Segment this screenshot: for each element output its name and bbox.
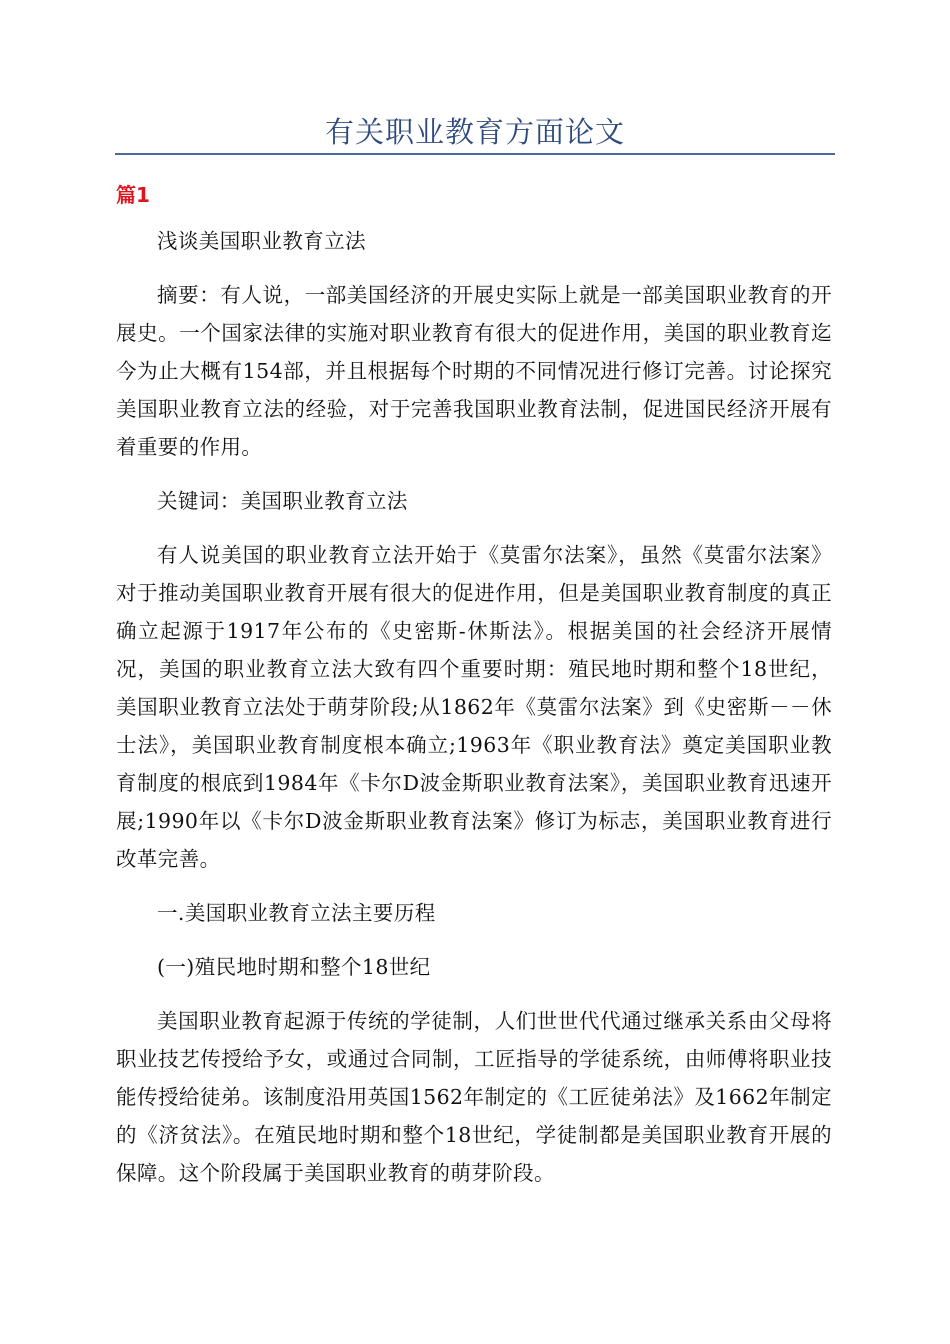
document-body	[116, 222, 832, 1192]
intro-paragraph: 有人说美国的职业教育立法开始于《莫雷尔法案》，虽然《莫雷尔法案》对于推动美国职业教育开展有很大的促进作用，但是美国职业教育制度的真正确立起源于1917年公布的《史密斯-休斯法》。根据美国的社会经济开展情况，美国的职业教育立法大致有四个重要时期：殖民地时期和整个18世纪，美国职业教育立法处于萌芽阶段;从1862年《莫雷尔法案》到《史密斯－－休士法》，美国职业教育制度根本确立;1963年《职业教育法》奠定美国职业教育制度的根底到1984年《卡尔D波金斯职业教育法案》，美国职业教育迅速开展;1990年以《卡尔D波金斯职业教育法案》修订为标志，美国职业教育进行改革完善。	[116, 543, 832, 871]
article-title-paragraph: 浅谈美国职业教育立法	[157, 229, 366, 253]
page-title: 有关职业教育方面论文	[324, 115, 625, 149]
subsection-heading: (一)殖民地时期和整个18世纪	[157, 955, 431, 979]
body-paragraph: 美国职业教育起源于传统的学徒制，人们世世代代通过继承关系由父母将职业技艺传授给予女，或通过合同制，工匠指导的学徒系统，由师傅将职业技能传授给徒弟。该制度沿用英国1562年制定的《工匠徒弟法》及1662年制定的《济贫法》。在殖民地时期和整个18世纪，学徒制都是美国职业教育开展的保障。这个阶段属于美国职业教育的萌芽阶段。	[116, 1009, 832, 1185]
title-divider	[115, 153, 835, 155]
section-heading: 篇1	[116, 183, 150, 207]
section-one-heading: 一.美国职业教育立法主要历程	[157, 901, 436, 925]
abstract-paragraph: 摘要：有人说，一部美国经济的开展史实际上就是一部美国职业教育的开展史。一个国家法律的实施对职业教育有很大的促进作用，美国的职业教育迄今为止大概有154部，并且根据每个时期的不同情况进行修订完善。讨论探究美国职业教育立法的经验，对于完善我国职业教育法制，促进国民经济开展有着重要的作用。	[116, 283, 832, 459]
keywords-paragraph: 关键词：美国职业教育立法	[157, 489, 408, 513]
